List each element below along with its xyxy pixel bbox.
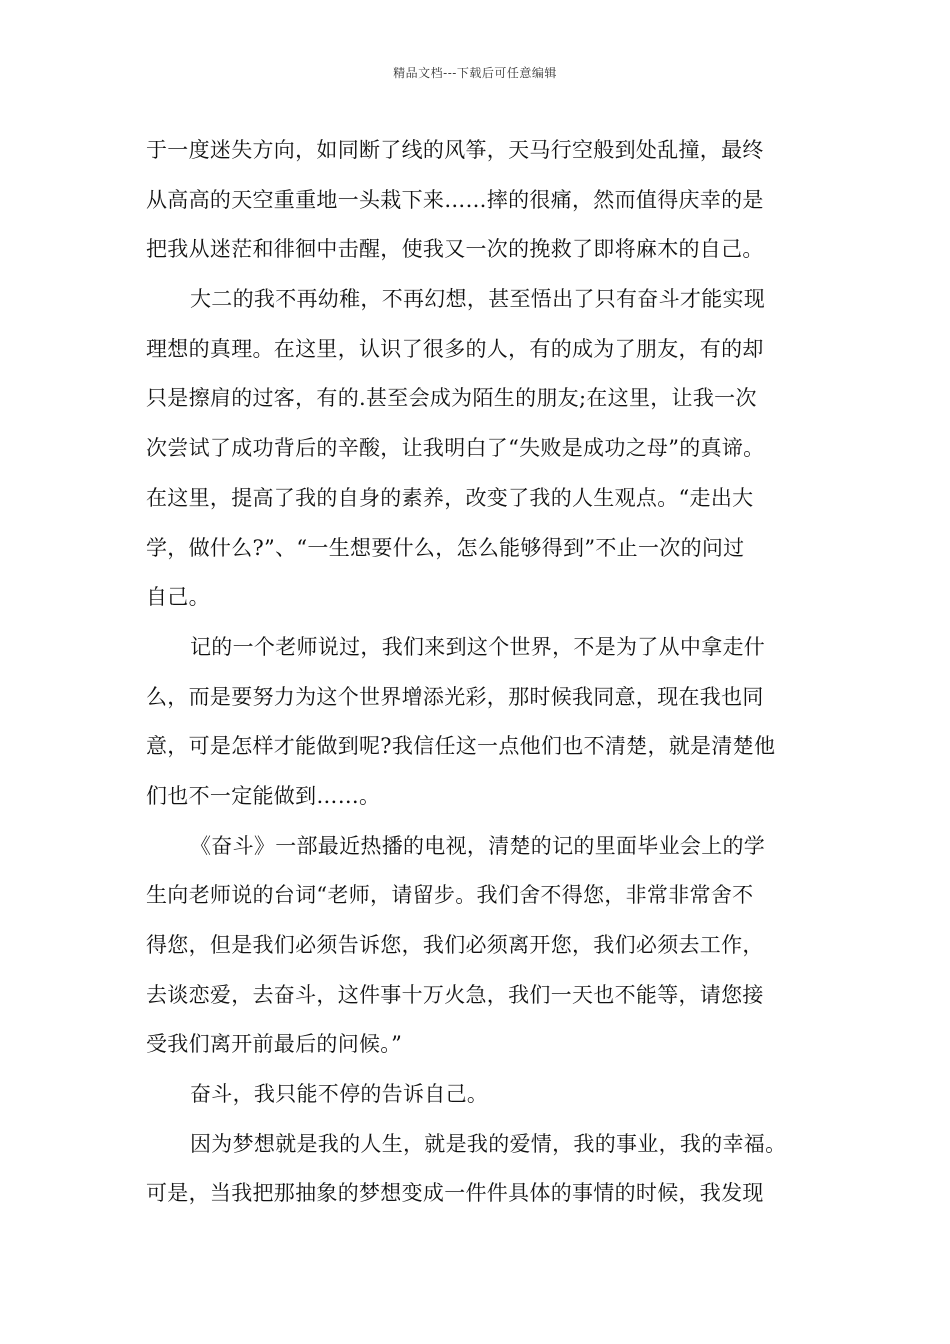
text-line: 得您，但是我们必须告诉您，我们必须离开您，我们必须去工作， xyxy=(146,933,764,957)
text-line: 把我从迷茫和徘徊中击醒，使我又一次的挽救了即将麻木的自己。 xyxy=(146,237,764,262)
text-line: 生向老师说的台词“老师，请留步。我们舍不得您，非常非常舍不 xyxy=(146,883,754,908)
text-line: 意，可是怎样才能做到呢?我信任这一点他们也不清楚，就是清楚他 xyxy=(146,734,776,759)
body-text xyxy=(146,126,826,1219)
text-line: 可是，当我把那抽象的梦想变成一件件具体的事情的时候，我发现 xyxy=(146,1181,764,1206)
paragraph-start-line: 因为梦想就是我的人生，就是我的爱情，我的事业，我的幸福。 xyxy=(190,1131,787,1156)
text-line: 于一度迷失方向，如同断了线的风筝，天马行空般到处乱撞，最终 xyxy=(146,138,764,162)
paragraph-start-line: 大二的我不再幼稚，不再幻想，甚至悟出了只有奋斗才能实现 xyxy=(190,287,766,312)
text-line: 么，而是要努力为这个世界增添光彩，那时候我同意，现在我也同 xyxy=(146,684,764,709)
text-line: 理想的真理。在这里，认识了很多的人，有的成为了朋友，有的却 xyxy=(146,336,764,361)
text-line: 只是擦肩的过客，有的.甚至会成为陌生的朋友;在这里，让我一次 xyxy=(146,386,757,411)
text-line: 次尝试了成功背后的辛酸，让我明白了“失败是成功之母”的真谛。 xyxy=(146,436,765,461)
page-header: 精品文档---下载后可任意编辑 xyxy=(393,66,557,80)
paragraph-start-line: 记的一个老师说过，我们来到这个世界，不是为了从中拿走什 xyxy=(190,634,766,659)
paragraph-start-line: 《奋斗》一部最近热播的电视，清楚的记的里面毕业会上的学 xyxy=(190,833,766,858)
text-line: 受我们离开前最后的问候。” xyxy=(146,1032,403,1057)
text-line: 们也不一定能做到……。 xyxy=(146,783,381,808)
text-line: 自己。 xyxy=(146,585,210,610)
text-line: 从高高的天空重重地一头栽下来……摔的很痛，然而值得庆幸的是 xyxy=(146,187,764,212)
text-line: 在这里，提高了我的自身的素养，改变了我的人生观点。“走出大 xyxy=(146,485,754,510)
paragraph-start-line: 奋斗，我只能不停的告诉自己。 xyxy=(190,1082,489,1107)
text-line: 学，做什么?”、“一生想要什么，怎么能够得到”不止一次的问过 xyxy=(146,535,745,560)
text-line: 去谈恋爱，去奋斗，这件事十万火急，我们一天也不能等，请您接 xyxy=(146,982,764,1007)
